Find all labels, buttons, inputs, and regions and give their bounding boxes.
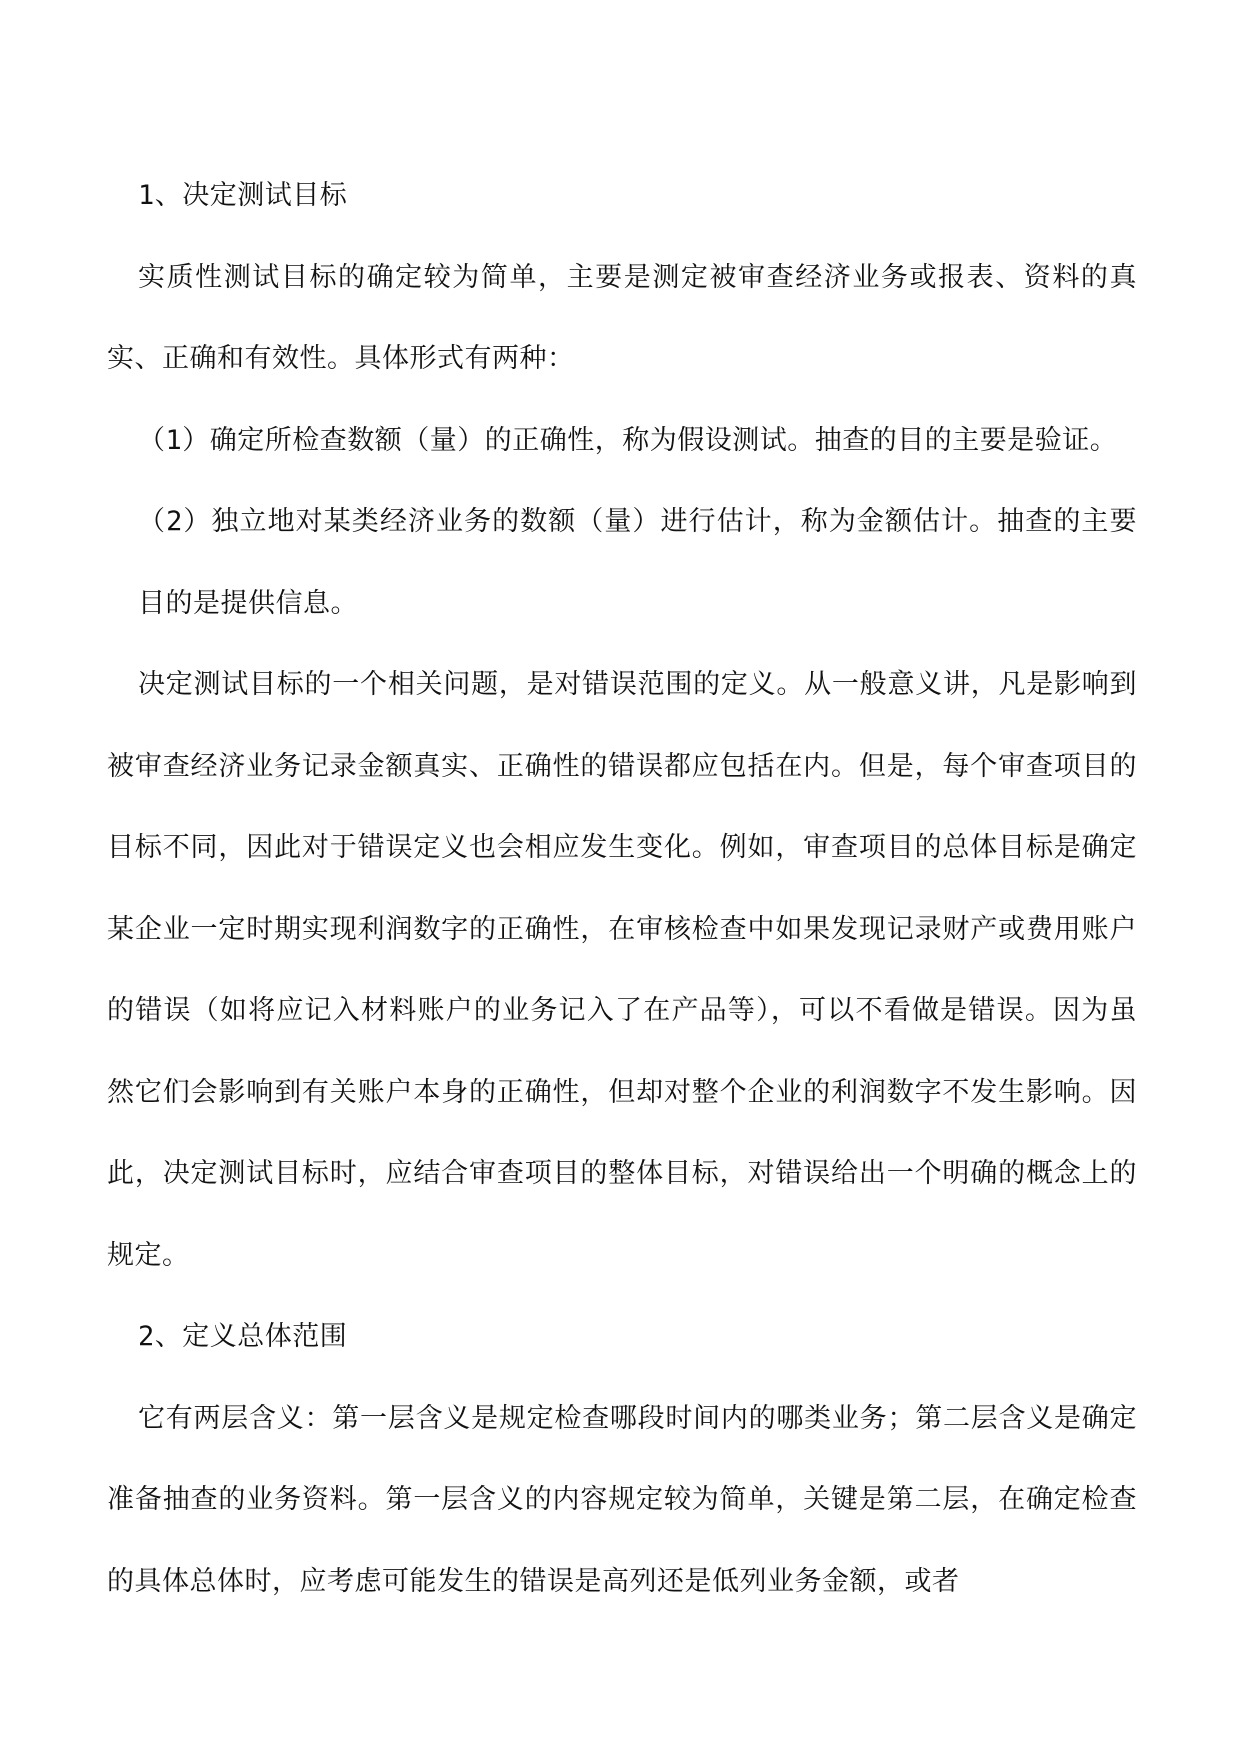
section-1-heading: 1、决定测试目标 xyxy=(138,180,348,211)
document-body xyxy=(107,155,1137,1622)
section-2-paragraph-scope: 它有两层含义：第一层含义是规定检查哪段时间内的哪类业务；第二层含义是确定准备抽查的业务资料。第一层含义的内容规定较为简单，关键是第二层，在确定检查的具体总体时，应考虑可能发生的错误是高列还是低列业务金额，或者 xyxy=(107,1402,1137,1597)
section-2-heading: 2、定义总体范围 xyxy=(138,1321,348,1352)
section-1-paragraph-error-definition: 决定测试目标的一个相关问题，是对错误范围的定义。从一般意义讲，凡是影响到被审查经济业务记录金额真实、正确性的错误都应包括在内。但是，每个审查项目的目标不同，因此对于错误定义也会相应发生变化。例如，审查项目的总体目标是确定某企业一定时期实现利润数字的正确性，在审核检查中如果发现记录财产或费用账户的错误（如将应记入材料账户的业务记入了在产品等），可以不看做是错误。因为虽然它们会影响到有关账户本身的正确性，但却对整个企业的利润数字不发生影响。因此，决定测试目标时，应结合审查项目的整体目标，对错误给出一个明确的概念上的规定。 xyxy=(107,669,1137,1271)
section-1-list-item-2: （2）独立地对某类经济业务的数额（量）进行估计，称为金额估计。抽查的主要目的是提供信息。 xyxy=(138,506,1137,619)
section-1-list-item-1: （1）确定所检查数额（量）的正确性，称为假设测试。抽查的目的主要是验证。 xyxy=(138,424,1118,456)
section-1-paragraph-intro: 实质性测试目标的确定较为简单，主要是测定被审查经济业务或报表、资料的真实、正确和有效性。具体形式有两种： xyxy=(107,261,1137,374)
